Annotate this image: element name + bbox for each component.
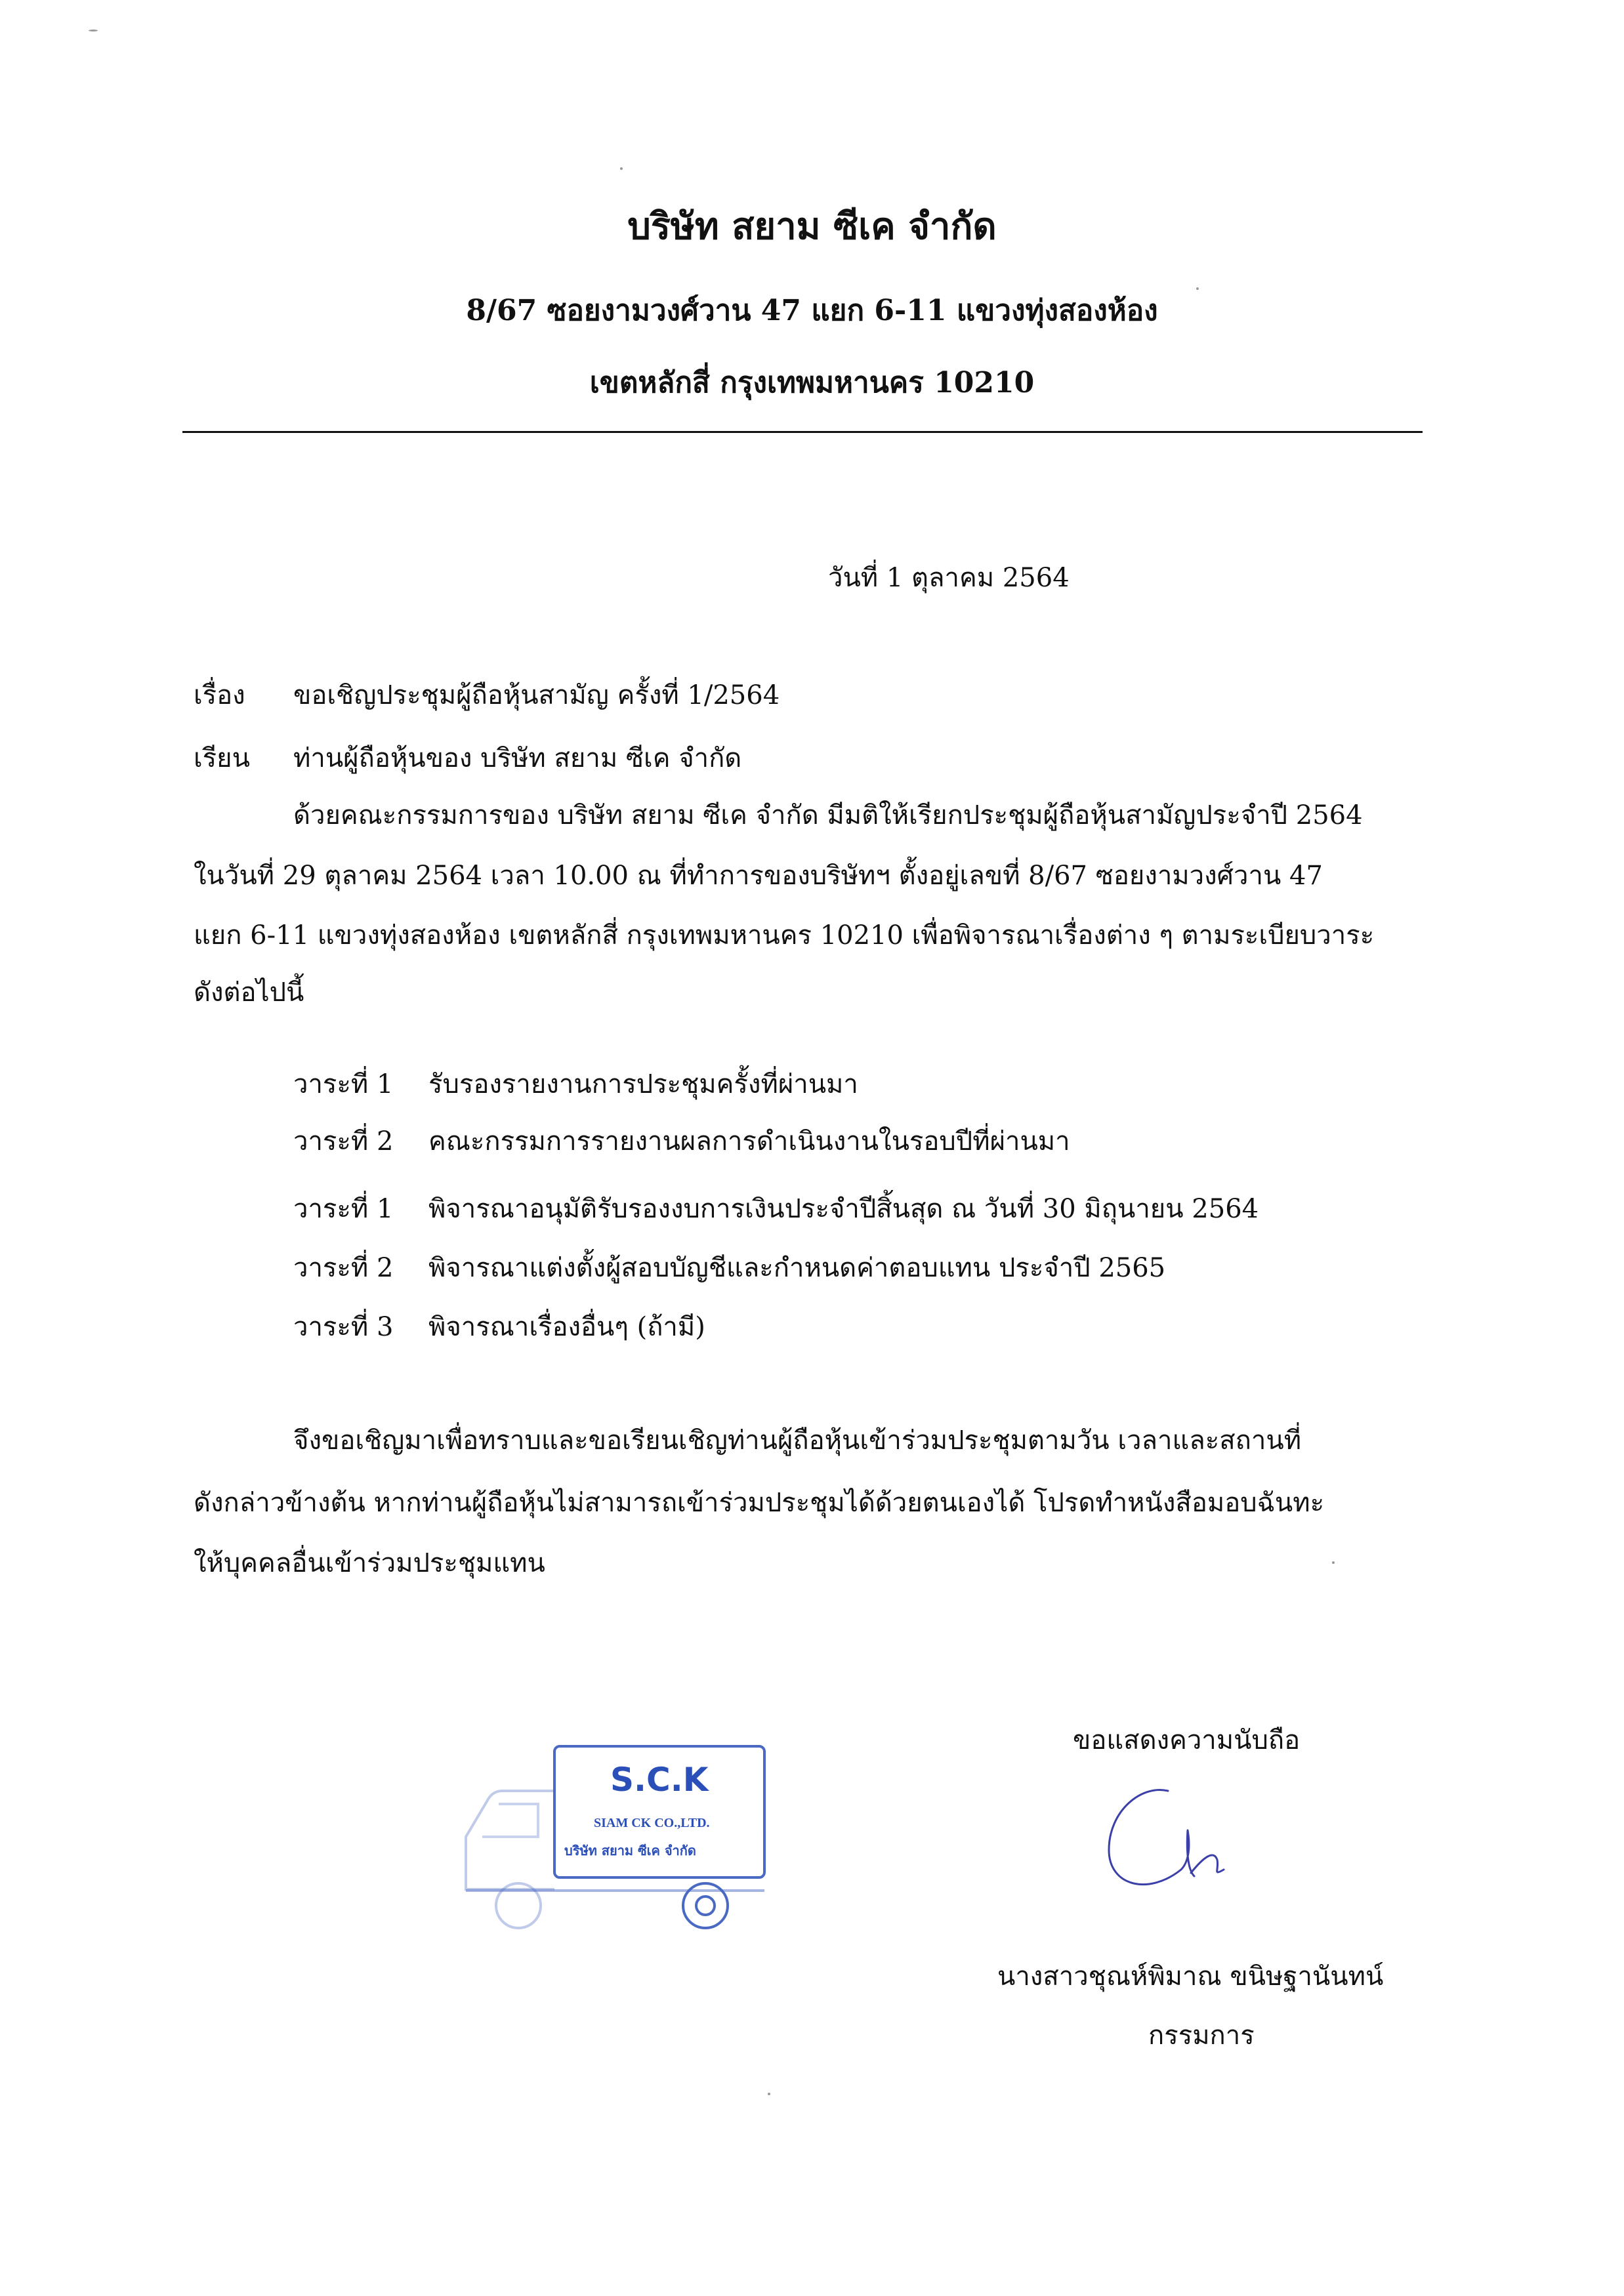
scan-speck [768,2093,770,2095]
subject-text: ขอเชิญประชุมผู้ถือหุ้นสามัญ ครั้งที่ 1/2564 [293,680,780,710]
closing-phrase: ขอแสดงความนับถือ [1073,1725,1301,1755]
agenda-item-number: วาระที่ 1 [293,1194,394,1224]
intro-paragraph-line: ในวันที่ 29 ตุลาคม 2564 เวลา 10.00 ณ ที่ทำการของบริษัทฯ ตั้งอยู่เลขที่ 8/67 ซอยงามวงศ์วาน 47 [194,861,1323,891]
stamp-english-name: SIAM CK CO.,LTD. [594,1816,710,1830]
intro-paragraph-line: แยก 6-11 แขวงทุ่งสองห้อง เขตหลักสี่ กรุงเทพมหานคร 10210 เพื่อพิจารณาเรื่องต่าง ๆ ตามระเบียบวาระ [194,920,1375,951]
closing-paragraph-line: ให้บุคคลอื่นเข้าร่วมประชุมแทน [194,1548,545,1578]
scan-speck [1196,287,1199,290]
salutation-text: ท่านผู้ถือหุ้นของ บริษัท สยาม ซีเค จำกัด [293,743,742,773]
agenda-item-number: วาระที่ 1 [293,1069,394,1099]
company-stamp [446,1738,774,1935]
agenda-item-number: วาระที่ 3 [293,1312,394,1342]
company-address-line1: 8/67 ซอยงามวงศ์วาน 47 แยก 6-11 แขวงทุ่งสองห้อง [466,294,1158,327]
signer-title: กรรมการ [1148,2020,1255,2051]
agenda-item-number: วาระที่ 2 [293,1126,394,1157]
scan-speck [620,167,623,170]
agenda-item-number: วาระที่ 2 [293,1253,394,1283]
closing-paragraph-line: จึงขอเชิญมาเพื่อทราบและขอเรียนเชิญท่านผู้ถือหุ้นเข้าร่วมประชุมตามวัน เวลาและสถานที่ [293,1425,1302,1456]
agenda-item-text: รับรองรายงานการประชุมครั้งที่ผ่านมา [428,1069,858,1099]
signature [1083,1771,1253,1902]
signer-name: นางสาวชุณห์พิมาณ ขนิษฐานันทน์ [997,1961,1384,1992]
agenda-item-text: พิจารณาแต่งตั้งผู้สอบบัญชีและกำหนดค่าตอบแทน ประจำปี 2565 [428,1253,1166,1283]
scan-speck [1332,1561,1335,1564]
intro-paragraph-line: ดังต่อไปนี้ [194,977,304,1008]
scan-speck [89,30,98,31]
stamp-brand: S.C.K [610,1761,709,1799]
letter-date: วันที่ 1 ตุลาคม 2564 [828,563,1070,593]
agenda-item-text: คณะกรรมการรายงานผลการดำเนินงานในรอบปีที่ผ่านมา [428,1126,1070,1157]
closing-paragraph-line: ดังกล่าวข้างต้น หากท่านผู้ถือหุ้นไม่สามารถเข้าร่วมประชุมได้ด้วยตนเองได้ โปรดทำหนังสือมอบฉันทะ [194,1488,1325,1518]
intro-paragraph-line: ด้วยคณะกรรมการของ บริษัท สยาม ซีเค จำกัด มีมติให้เรียกประชุมผู้ถือหุ้นสามัญประจำปี 2564 [293,800,1363,830]
company-address-line2: เขตหลักสี่ กรุงเทพมหานคร 10210 [589,366,1035,400]
agenda-item-text: พิจารณาเรื่องอื่นๆ (ถ้ามี) [428,1312,705,1342]
stamp-thai-name: บริษัท สยาม ซีเค จำกัด [564,1843,696,1858]
agenda-item-text: พิจารณาอนุมัติรับรองงบการเงินประจำปีสิ้นสุด ณ วันที่ 30 มิถุนายน 2564 [428,1194,1259,1224]
subject-label: เรื่อง [194,680,245,710]
salutation-label: เรียน [194,743,250,773]
company-name: บริษัท สยาม ซีเค จำกัด [627,205,997,248]
letterhead-divider [182,431,1423,433]
